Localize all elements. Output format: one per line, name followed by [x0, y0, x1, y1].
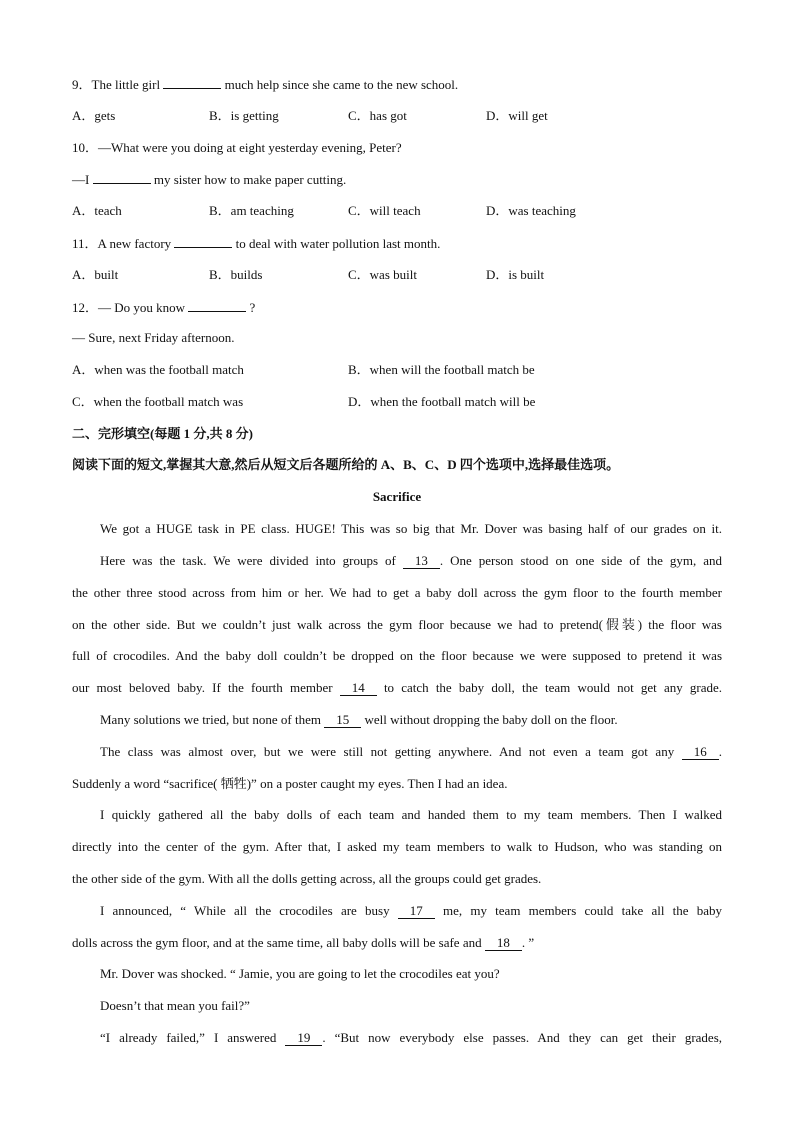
question-10-stem: 10．—What were you doing at eight yesterday evening, Peter? [72, 140, 402, 155]
passage-paragraph-7: Mr. Dover was shocked. “ Jamie, you are going to let the crocodiles eat you? [100, 966, 500, 981]
question-9-stem [72, 76, 458, 93]
option-c[interactable]: C．when the football match was [72, 394, 244, 409]
passage-paragraph-4-line-1: The class was almost over, but we were still not getting anywhere. And not even a team got any 16 . [100, 744, 722, 759]
passage-paragraph-2-line-1: Here was the task. We were divided into groups of 13 . One person stood on one side of the gym, and [100, 553, 722, 568]
passage-paragraph-9: “I already failed,” I answered 19 . “But now everybody else passes. And they can get their grades, [100, 1030, 722, 1045]
question-9-text-start: 9．The little girl [72, 77, 161, 92]
option-c[interactable]: C．was built [348, 267, 417, 282]
answer-blank[interactable] [174, 235, 232, 248]
question-10-reply [72, 171, 346, 188]
passage-paragraph-6-line-2: dolls across the gym floor, and at the same time, all baby dolls will be safe and 18 . ” [72, 935, 535, 950]
cloze-blank-13[interactable]: 13 [403, 554, 440, 569]
passage-paragraph-4-line-2: Suddenly a word “sacrifice( 牺牲)” on a poster caught my eyes. Then I had an idea. [72, 776, 508, 791]
option-a[interactable]: A．built [72, 267, 119, 282]
option-d[interactable]: D．is built [486, 267, 545, 282]
passage-paragraph-6-line-1: I announced, “ While all the crocodiles are busy 17 me, my team members could take all the baby [100, 903, 723, 918]
section-heading: 二、完形填空(每题 1 分,共 8 分) [72, 426, 253, 441]
option-c[interactable]: C．will teach [348, 203, 421, 218]
cloze-blank-16[interactable]: 16 [682, 745, 719, 760]
option-b[interactable]: B．when will the football match be [348, 362, 535, 377]
answer-blank[interactable] [93, 171, 151, 184]
passage-paragraph-2-line-5: our most beloved baby. If the fourth member 14 to catch the baby doll, the team would not get any grade. [72, 680, 723, 695]
question-11-stem [72, 235, 440, 252]
question-9-text-end: much help since she came to the new school. [224, 77, 459, 92]
question-12-reply: — Sure, next Friday afternoon. [72, 330, 235, 345]
option-a[interactable]: A．gets [72, 108, 116, 123]
question-12-stem [72, 299, 255, 316]
passage-paragraph-5-line-3: the other side of the gym. With all the dolls getting across, all the groups could get grades. [72, 871, 542, 886]
option-d[interactable]: D．will get [486, 108, 548, 123]
question-11-text-start: 11．A new factory [72, 236, 172, 251]
section-instruction: 阅读下面的短文,掌握其大意,然后从短文后各题所给的 A、B、C、D 四个选项中,选择最佳选项。 [72, 457, 620, 472]
passage-paragraph-2-line-3: on the other side. But we couldn’t just walk across the gym floor because we had to pretend(假装) the floor was [72, 617, 722, 632]
cloze-blank-15[interactable]: 15 [324, 713, 361, 728]
question-10-reply-end: my sister how to make paper cutting. [153, 172, 347, 187]
cloze-blank-18[interactable]: 18 [485, 936, 522, 951]
passage-paragraph-1: We got a HUGE task in PE class. HUGE! This was so big that Mr. Dover was basing half of our grades on it. [100, 521, 722, 536]
option-a[interactable]: A．teach [72, 203, 122, 218]
question-12-text-end: ? [249, 300, 256, 315]
passage-paragraph-5-line-1: I quickly gathered all the baby dolls of each team and handed them to my team members. Then I walked [100, 807, 722, 822]
question-11-text-end: to deal with water pollution last month. [235, 236, 441, 251]
option-b[interactable]: B．am teaching [209, 203, 294, 218]
passage-paragraph-2-line-4: full of crocodiles. And the baby doll couldn’t be dropped on the floor because we were supposed to pretend it was [72, 648, 722, 663]
cloze-blank-17[interactable]: 17 [398, 904, 435, 919]
option-d[interactable]: D．was teaching [486, 203, 576, 218]
option-b[interactable]: B．is getting [209, 108, 279, 123]
cloze-blank-19[interactable]: 19 [285, 1031, 322, 1046]
option-c[interactable]: C．has got [348, 108, 407, 123]
option-a[interactable]: A．when was the football match [72, 362, 244, 377]
question-12-text-start: 12．— Do you know [72, 300, 186, 315]
cloze-blank-14[interactable]: 14 [340, 681, 377, 696]
passage-paragraph-2-line-2: the other three stood across from him or her. We had to get a baby doll across the gym floor to the fourth member [72, 585, 722, 600]
passage-paragraph-3: Many solutions we tried, but none of them 15 well without dropping the baby doll on the floor. [100, 712, 618, 727]
passage-paragraph-8: Doesn’t that mean you fail?” [100, 998, 250, 1013]
answer-blank[interactable] [163, 76, 221, 89]
passage-title: Sacrifice [372, 489, 422, 504]
passage-paragraph-5-line-2: directly into the center of the gym. After that, I asked my team members to walk to Hudson, who was standing on [72, 839, 722, 854]
answer-blank[interactable] [188, 299, 246, 312]
option-d[interactable]: D．when the football match will be [348, 394, 536, 409]
option-b[interactable]: B．builds [209, 267, 263, 282]
question-10-reply-start: —I [72, 172, 90, 187]
